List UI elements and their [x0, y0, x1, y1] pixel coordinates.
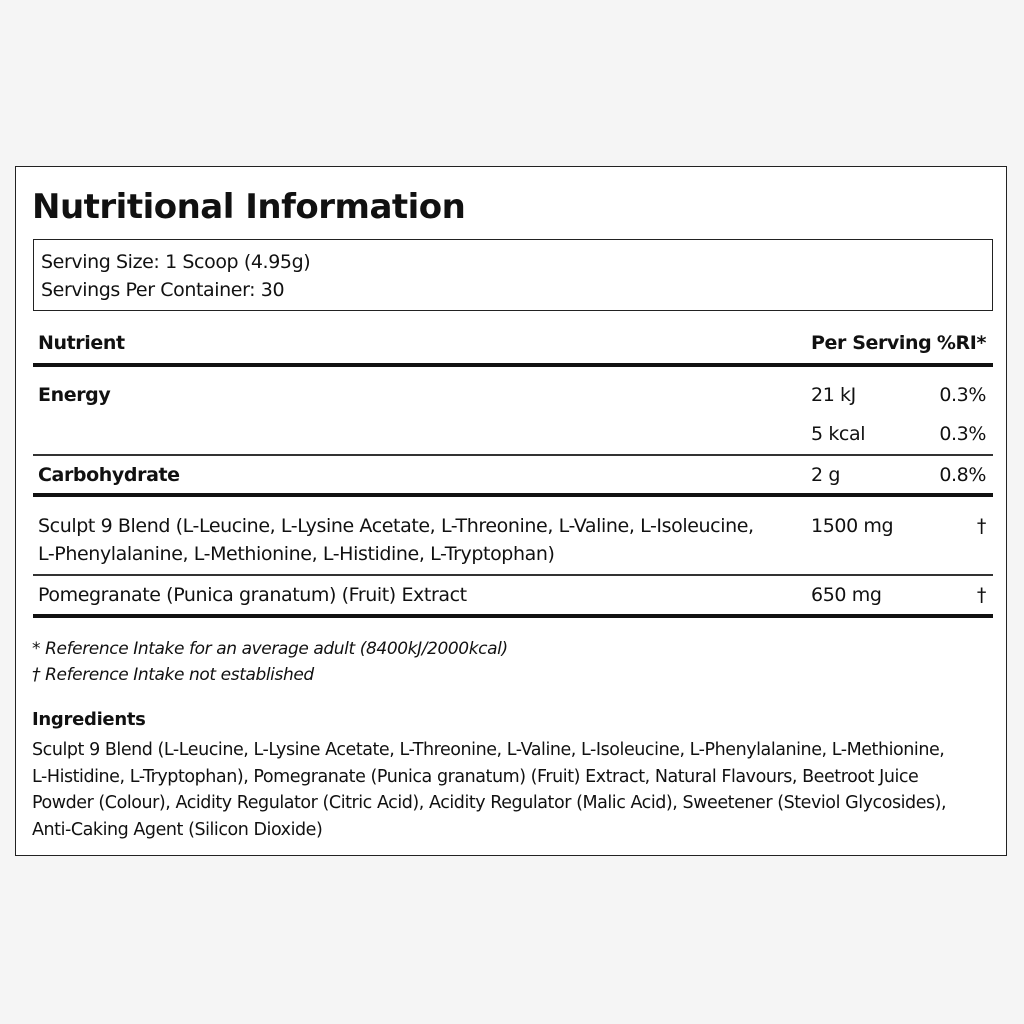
pomegranate-label: Pomegranate (Punica granatum) (Fruit) Extract — [38, 584, 467, 606]
nutrition-panel — [15, 166, 1007, 856]
header-per-serving: Per Serving — [811, 332, 932, 354]
blend-ri: † — [976, 515, 986, 537]
ingredients-title: Ingredients — [32, 709, 146, 730]
energy-label: Energy — [38, 384, 111, 406]
serving-info-box — [33, 239, 993, 311]
header-divider — [33, 363, 993, 367]
pomegranate-ri: † — [976, 584, 986, 606]
blend-amount: 1500 mg — [811, 515, 894, 537]
blend-label-line2: L-Phenylalanine, L-Methionine, L-Histidine, L-Tryptophan) — [38, 543, 555, 565]
ingredients-text: Sculpt 9 Blend (L-Leucine, L-Lysine Acetate, L-Threonine, L-Valine, L-Isoleucine, L-Phenylalanine, L-Methionine, L-Histidine, L-Tryptophan), Pomegranate (Punica granatum) (Fruit) Extract, Natural Flavours, Beetroot Juice Powder (Colour), Acidity Regulator (Citric Acid), Acidity Regulator (Malic Acid), Sweetener (Steviol Glycosides), Anti-Caking Agent (Silicon Dioxide) — [32, 740, 947, 840]
blend-divider — [33, 574, 993, 576]
header-nutrient: Nutrient — [38, 332, 125, 354]
page-title: Nutritional Information — [32, 187, 466, 227]
servings-per-container: Servings Per Container: 30 — [41, 279, 285, 301]
energy-kcal: 5 kcal — [811, 423, 866, 445]
serving-size: Serving Size: 1 Scoop (4.95g) — [41, 251, 311, 273]
footnote-ri: * Reference Intake for an average adult (8400kJ/2000kcal) — [32, 639, 508, 659]
carbohydrate-divider — [33, 493, 993, 497]
carbohydrate-amount: 2 g — [811, 464, 840, 486]
energy-divider — [33, 454, 993, 456]
footnote-dagger: † Reference Intake not established — [32, 665, 314, 685]
energy-kj-ri: 0.3% — [939, 384, 986, 406]
blend-label-line1: Sculpt 9 Blend (L-Leucine, L-Lysine Acetate, L-Threonine, L-Valine, L-Isoleucine, — [38, 515, 754, 537]
table-bottom-divider — [33, 614, 993, 618]
carbohydrate-ri: 0.8% — [939, 464, 986, 486]
energy-kcal-ri: 0.3% — [939, 423, 986, 445]
header-ri: %RI* — [936, 332, 986, 354]
pomegranate-amount: 650 mg — [811, 584, 882, 606]
energy-kj: 21 kJ — [811, 384, 856, 406]
carbohydrate-label: Carbohydrate — [38, 464, 180, 486]
